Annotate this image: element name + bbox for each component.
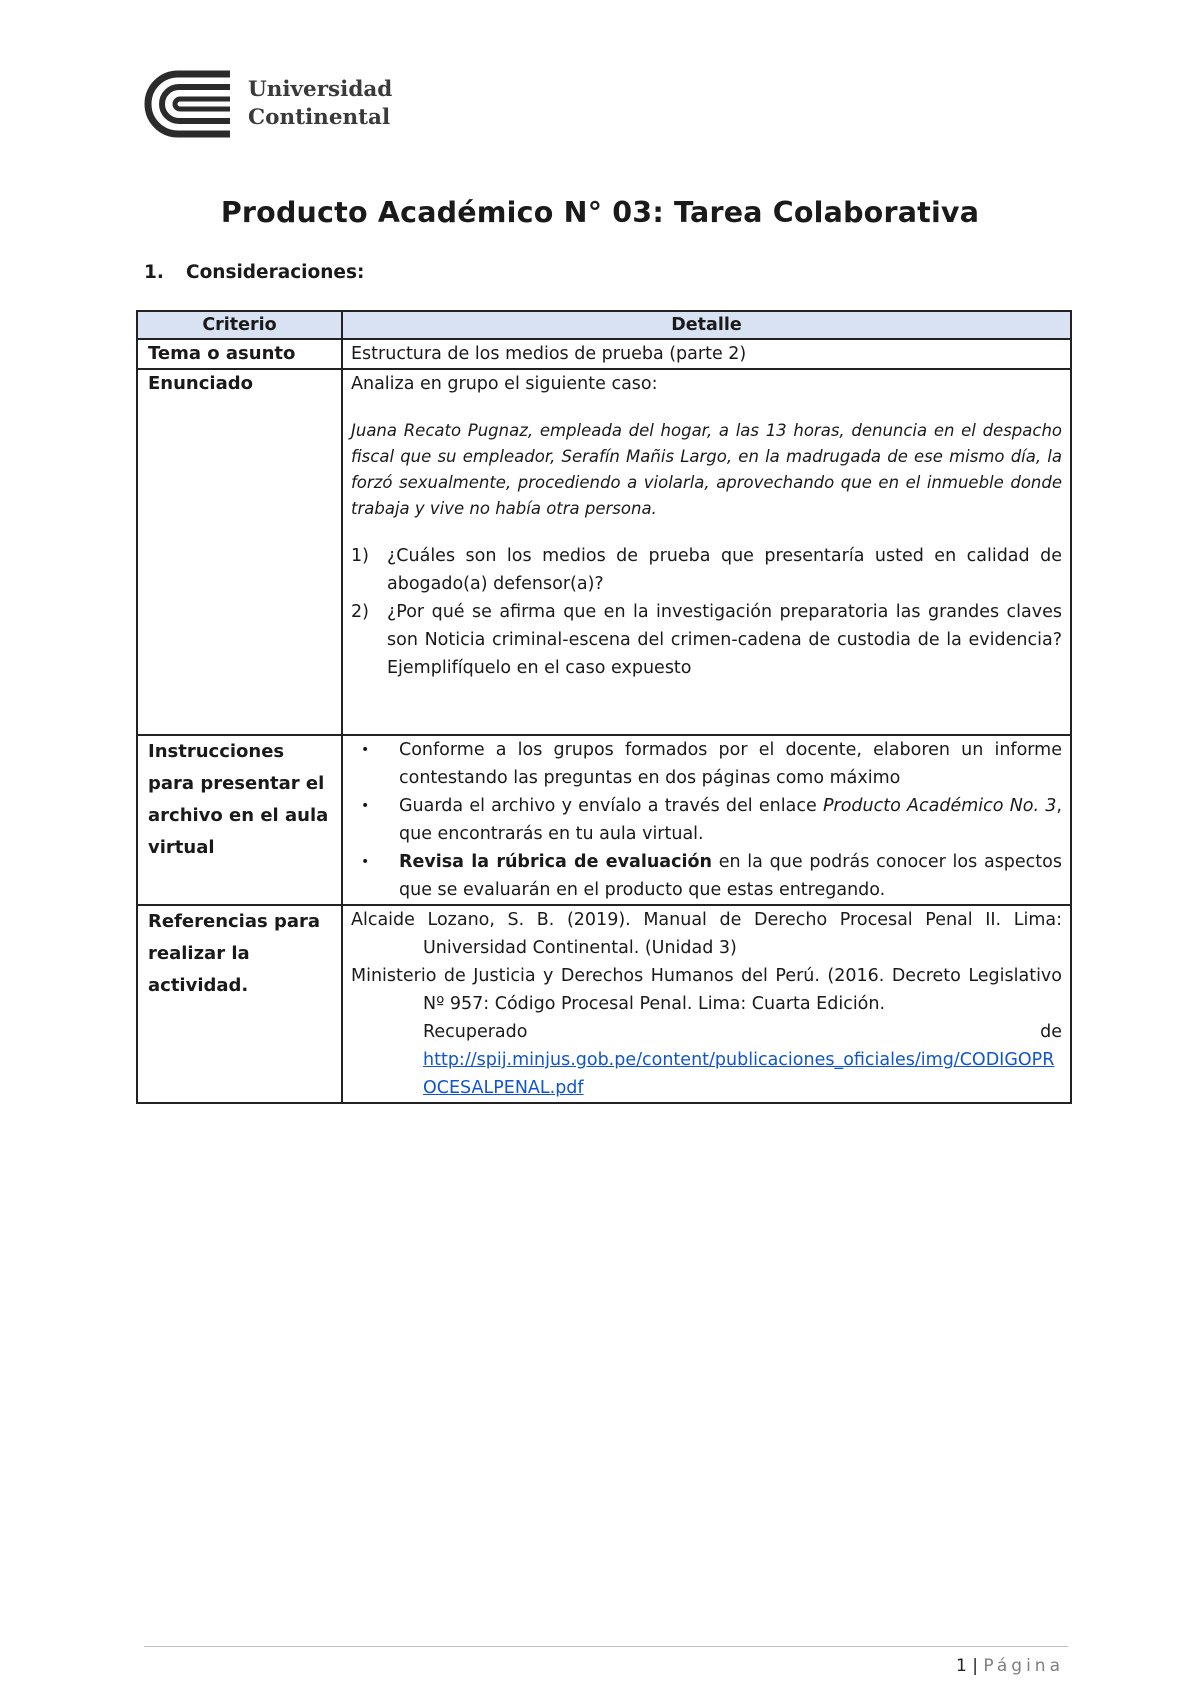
list-item — [351, 736, 1062, 792]
section-heading — [144, 262, 364, 283]
page-word: Página — [983, 1656, 1064, 1676]
section-label: Consideraciones: — [186, 262, 365, 283]
detalle-instrucciones — [342, 735, 1071, 905]
header-criterio: Criterio — [137, 311, 342, 339]
footer-separator: | — [972, 1656, 978, 1676]
detalle-referencias — [342, 905, 1071, 1103]
footer-divider — [144, 1646, 1068, 1647]
detalle-enunciado — [342, 369, 1071, 735]
table-row-referencias — [137, 905, 1071, 1103]
reference-2 — [351, 962, 1062, 1102]
considerations-table — [136, 310, 1072, 1104]
question-text: ¿Por qué se afirma que en la investigación preparatoria las grandes claves son Noticia criminal-escena del crimen-cadena de custodia de la evidencia? Ejemplifíquelo en el caso expuesto — [387, 602, 1062, 678]
criterio-referencias: Referencias para realizar la actividad. — [137, 905, 342, 1103]
question-list — [351, 542, 1062, 682]
university-logo — [144, 70, 392, 138]
instruction-text — [399, 792, 1062, 848]
reference-1: Alcaide Lozano, S. B. (2019). Manual de Derecho Procesal Penal II. Lima: Universidad Continental. (Unidad 3) — [351, 910, 1062, 958]
criterio-tema: Tema o asunto — [137, 339, 342, 369]
instructions-list — [351, 736, 1062, 904]
enunciado-intro: Analiza en grupo el siguiente caso: — [351, 374, 658, 394]
page-number: 1 — [956, 1656, 967, 1676]
logo-line-2: Continental — [248, 105, 391, 130]
list-item — [351, 792, 1062, 848]
question-number: 2) — [351, 602, 369, 622]
instruction-emphasis: Producto Académico No. 3 — [822, 796, 1057, 816]
table-header-row — [137, 311, 1071, 339]
continental-logo-icon — [144, 70, 234, 138]
bullet-icon: • — [361, 854, 370, 870]
list-item — [351, 848, 1062, 904]
reference-url-wrapper — [423, 1046, 1062, 1102]
table-row-instrucciones — [137, 735, 1071, 905]
criterio-enunciado: Enunciado — [137, 369, 342, 735]
detalle-tema: Estructura de los medios de prueba (parte 2) — [342, 339, 1071, 369]
criterio-instrucciones: Instrucciones para presentar el archivo en el aula virtual — [137, 735, 342, 905]
header-detalle: Detalle — [342, 311, 1071, 339]
instruction-text-part: en la que podrás conocer los aspectos que se evaluarán en el producto que estas entregando. — [399, 852, 1062, 900]
reference-url-link[interactable]: http://spij.minjus.gob.pe/content/publicaciones_oficiales/img/CODIGOPROCESALPENAL.pdf — [423, 1050, 1055, 1098]
page-title: Producto Académico N° 03: Tarea Colaborativa — [220, 196, 980, 229]
instruction-text-part: , que encontrarás en tu aula virtual. — [399, 796, 1062, 844]
reference-2-recuperado-line — [423, 1018, 1062, 1046]
reference-2-text: Ministerio de Justicia y Derechos Humanos del Perú. (2016. Decreto Legislativo Nº 957: Código Procesal Penal. Lima: Cuarta Edición. — [351, 966, 1062, 1014]
list-item — [351, 598, 1062, 682]
page-footer — [956, 1656, 1064, 1676]
list-item — [351, 542, 1062, 598]
logo-wordmark — [248, 76, 392, 132]
section-number: 1. — [144, 262, 164, 283]
de-label: de — [1040, 1022, 1062, 1042]
instruction-text: Conforme a los grupos formados por el docente, elaboren un informe contestando las preguntas en dos páginas como máximo — [399, 740, 1062, 788]
case-text: Juana Recato Pugnaz, empleada del hogar, a las 13 horas, denuncia en el despacho fiscal que su empleador, Serafín Mañis Largo, en la madrugada de ese mismo día, la forzó sexualmente, procediendo a violarla, aprovechando que en el inmueble donde trabaja y vive no había otra persona. — [351, 421, 1062, 518]
instruction-bold: Revisa la rúbrica de evaluación — [399, 852, 712, 872]
bullet-icon: • — [361, 798, 370, 814]
recuperado-label: Recuperado — [423, 1022, 528, 1042]
instruction-text — [399, 848, 1062, 904]
logo-line-1: Universidad — [248, 77, 393, 102]
question-text: ¿Cuáles son los medios de prueba que presentaría usted en calidad de abogado(a) defensor(a)? — [387, 546, 1062, 594]
question-number: 1) — [351, 546, 369, 566]
instruction-text-part: Guarda el archivo y envíalo a través del enlace — [399, 796, 823, 816]
bullet-icon: • — [361, 742, 370, 758]
table-row-tema — [137, 339, 1071, 369]
table-row-enunciado — [137, 369, 1071, 735]
